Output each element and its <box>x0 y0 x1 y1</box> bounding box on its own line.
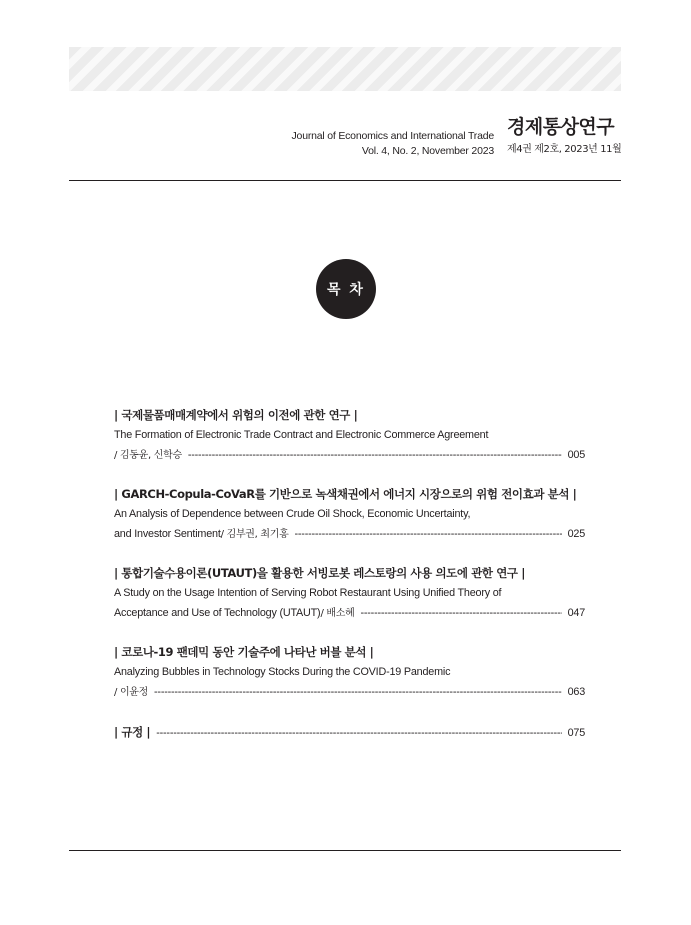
entry-title-en: Analyzing Bubbles in Technology Stocks During the COVID-19 Pandemic <box>114 666 451 678</box>
entry-title-en: A Study on the Usage Intention of Serving Robot Restaurant Using Unified Theory of <box>114 587 502 599</box>
entry-authors: / 이윤정 <box>114 687 149 698</box>
entry-author-line <box>114 524 585 545</box>
entry-author-line <box>114 445 585 466</box>
entry-title-ko: | 코로나-19 팬데믹 동안 기술주에 나타난 버블 분석 | <box>114 645 374 659</box>
toc-badge <box>316 259 376 319</box>
toc-entry[interactable] <box>114 484 585 545</box>
entry-author-line <box>114 682 585 703</box>
entry-title-ko: | GARCH-Copula-CoVaR를 기반으로 녹색채권에서 에너지 시장으로의 위험 전이효과 분석 | <box>114 487 577 501</box>
leader-dots <box>295 524 562 544</box>
footer-divider <box>69 850 621 851</box>
journal-name-ko: 경제통상연구 <box>507 116 615 138</box>
leader-dots <box>360 603 561 623</box>
issue-info-en: Vol. 4, No. 2, November 2023 <box>361 145 494 157</box>
journal-header-korean <box>507 115 627 157</box>
entry-page: 025 <box>567 528 585 540</box>
entry-title-ko: | 규정 | <box>114 725 151 739</box>
journal-header-english <box>292 129 495 159</box>
entry-page: 005 <box>567 449 585 461</box>
entry-title-en-cont: and Investor Sentiment <box>114 528 221 540</box>
entry-title-ko: | 국제물품매매계약에서 위험의 이전에 관한 연구 | <box>114 408 358 422</box>
leader-dots <box>154 682 562 702</box>
toc-entry[interactable] <box>114 642 585 703</box>
entry-authors: / 배소혜 <box>320 608 355 619</box>
entry-author-line <box>114 603 585 624</box>
entry-page: 075 <box>567 727 585 739</box>
entry-title-en-cont: Acceptance and Use of Technology (UTAUT) <box>114 607 321 619</box>
entry-page: 063 <box>567 686 585 698</box>
entry-authors: / 김동윤, 신학승 <box>114 450 182 461</box>
toc-entry[interactable] <box>114 405 585 466</box>
header-stripe-band <box>69 47 621 91</box>
toc-label: 목 차 <box>327 282 365 298</box>
header-divider <box>69 180 621 181</box>
entry-authors: / 김부권, 최기홍 <box>220 529 289 540</box>
entry-regulation-line <box>114 722 585 743</box>
entry-page: 047 <box>567 607 585 619</box>
entry-title-ko: | 통합기술수용이론(UTAUT)을 활용한 서빙로봇 레스토랑의 사용 의도에 관한 연구 | <box>114 566 526 580</box>
leader-dots <box>156 723 561 743</box>
journal-name-en: Journal of Economics and International Trade <box>291 130 494 142</box>
entry-title-en: The Formation of Electronic Trade Contract and Electronic Commerce Agreement <box>114 429 489 441</box>
entry-title-en: An Analysis of Dependence between Crude Oil Shock, Economic Uncertainty, <box>114 508 471 520</box>
toc-entry[interactable] <box>114 563 585 624</box>
toc-entry[interactable] <box>114 722 585 743</box>
issue-info-ko: 제4권 제2호, 2023년 11월 <box>507 144 622 155</box>
leader-dots <box>188 445 562 465</box>
